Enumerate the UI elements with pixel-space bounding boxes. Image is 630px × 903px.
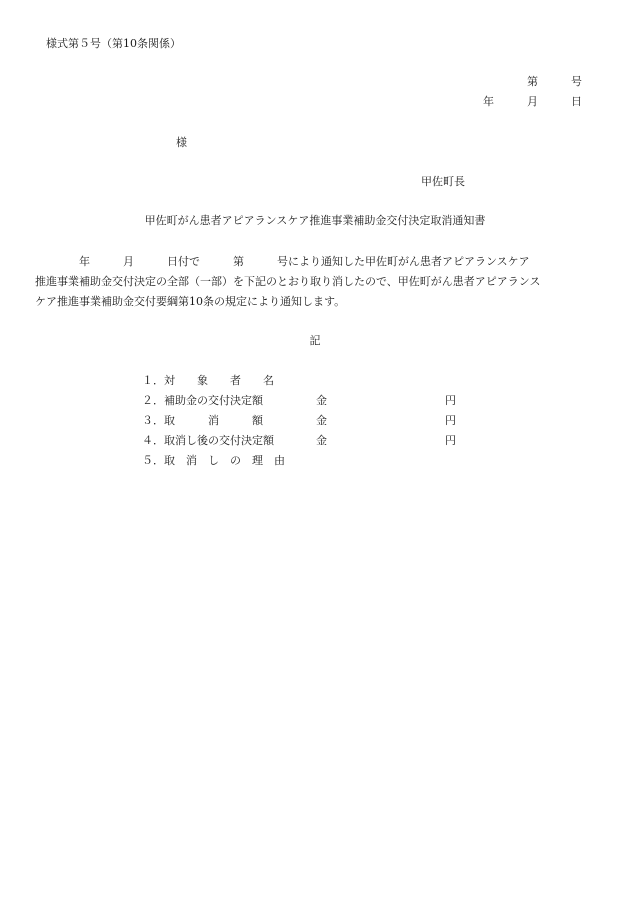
item-unit: 円	[445, 414, 456, 427]
issuer: 甲佐町長	[421, 175, 465, 188]
item-label: ４．取消し後の交付決定額	[142, 434, 274, 447]
document-number: 第 号	[527, 75, 582, 88]
item-currency: 金	[316, 414, 327, 427]
item-label: ５．取 消 し の 理 由	[142, 454, 285, 467]
body-line: 年 月 日付で 第 号により通知した甲佐町がん患者アピアランスケア	[35, 255, 530, 268]
document-title: 甲佐町がん患者アピアランスケア推進事業補助金交付決定取消通知書	[144, 214, 486, 227]
body-line: 推進事業補助金交付決定の全部（一部）を下記のとおり取り消したので、甲佐町がん患者アピアランス	[35, 275, 541, 288]
item-label: １．対 象 者 名	[142, 374, 274, 387]
item-label: ３．取 消 額	[142, 414, 263, 427]
ki-heading: 記	[309, 334, 321, 347]
body-line: ケア推進事業補助金交付要綱第10条の規定により通知します。	[35, 295, 346, 308]
item-currency: 金	[316, 394, 327, 407]
item-label: ２．補助金の交付決定額	[142, 394, 263, 407]
form-label: 様式第５号（第10条関係）	[46, 37, 181, 50]
item-unit: 円	[445, 434, 456, 447]
item-unit: 円	[445, 394, 456, 407]
item-currency: 金	[316, 434, 327, 447]
document-date: 年 月 日	[483, 95, 582, 108]
addressee-suffix: 様	[176, 136, 187, 149]
